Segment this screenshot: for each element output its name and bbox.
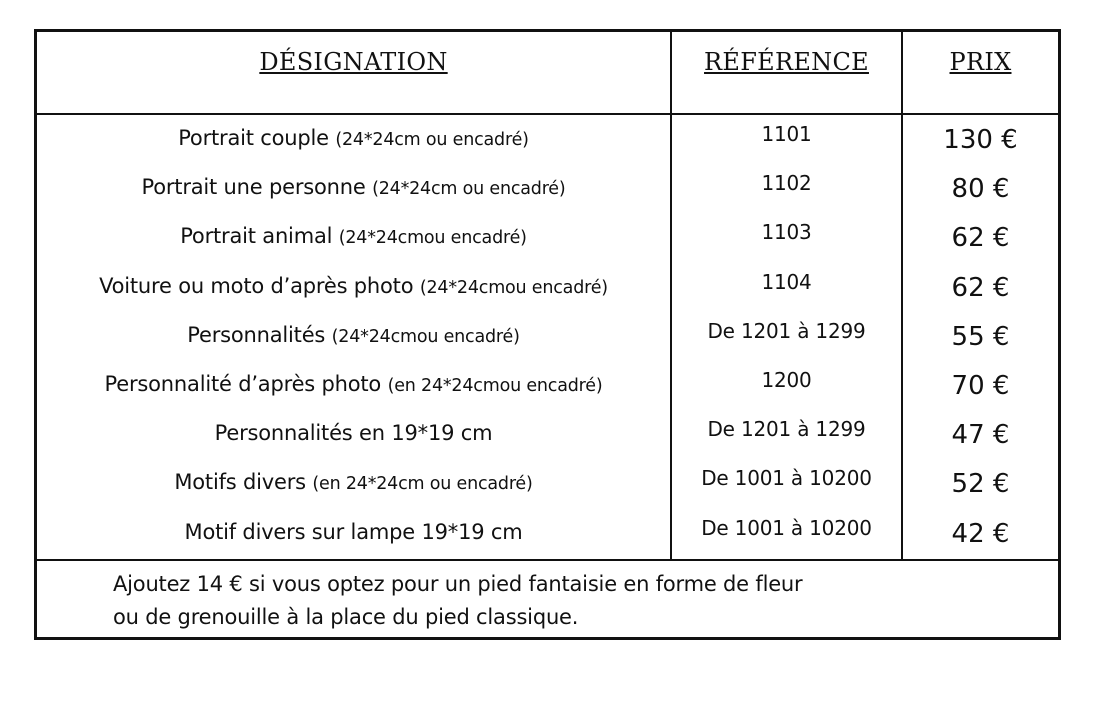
price-cell: 62 €	[951, 223, 1010, 254]
reference-cell: De 1201 à 1299	[707, 417, 866, 442]
designation-cell	[37, 115, 670, 164]
table-row	[37, 312, 1058, 361]
designation-text: Voiture ou moto d’après photo	[99, 273, 420, 298]
reference-cell: 1101	[761, 122, 812, 146]
table-row	[37, 509, 1058, 558]
reference-cell: De 1001 à 10200	[701, 515, 872, 540]
designation-text: Personnalité d’après photo	[104, 371, 388, 396]
price-cell: 55 €	[951, 321, 1010, 352]
footer-divider	[37, 559, 1058, 561]
footnote-line: ou de grenouille à la place du pied classique.	[113, 605, 579, 629]
price-cell: 42 €	[951, 518, 1010, 549]
table-row	[37, 115, 1058, 164]
header-prix: PRIX	[949, 48, 1012, 76]
designation-cell	[37, 312, 670, 361]
reference-cell: De 1001 à 10200	[701, 466, 872, 491]
designation-cell	[37, 213, 670, 262]
designation-note: (24*24cmou encadré)	[419, 277, 608, 298]
footnote-line: Ajoutez 14 € si vous optez pour un pied fantaisie en forme de fleur	[113, 572, 803, 596]
header-reference: RÉFÉRENCE	[704, 48, 869, 76]
header-designation: DÉSIGNATION	[259, 48, 448, 76]
reference-cell: 1102	[761, 171, 812, 196]
price-cell: 52 €	[951, 469, 1010, 500]
designation-text: Portrait couple	[178, 126, 336, 150]
designation-text: Motifs divers	[174, 470, 313, 495]
designation-text: Personnalités	[187, 322, 332, 347]
designation-text: Personnalités en 19*19 cm	[214, 421, 493, 446]
table-row	[37, 361, 1058, 410]
price-cell: 47 €	[951, 420, 1010, 451]
designation-cell	[37, 361, 670, 410]
table-body	[37, 115, 1058, 558]
price-cell: 80 €	[951, 174, 1010, 205]
price-cell: 130 €	[943, 125, 1018, 155]
table-row	[37, 164, 1058, 213]
reference-cell: 1103	[761, 220, 812, 245]
designation-text: Portrait une personne	[141, 175, 373, 200]
designation-cell	[37, 459, 670, 508]
table-row	[37, 213, 1058, 262]
reference-cell: 1200	[761, 367, 812, 392]
reference-cell: 1104	[761, 269, 812, 294]
designation-cell	[37, 263, 670, 312]
designation-note: (24*24cmou encadré)	[338, 228, 527, 249]
designation-text: Portrait animal	[180, 224, 339, 249]
designation-note: (en 24*24cm ou encadré)	[312, 474, 533, 495]
table-row	[37, 263, 1058, 312]
footnote	[113, 568, 1013, 634]
designation-text: Motif divers sur lampe 19*19 cm	[184, 519, 523, 544]
designation-note: (24*24cmou encadré)	[331, 326, 520, 347]
table-row	[37, 459, 1058, 508]
table-row	[37, 410, 1058, 459]
designation-cell	[37, 509, 670, 558]
designation-note: (24*24cm ou encadré)	[372, 179, 566, 200]
designation-note: (24*24cm ou encadré)	[335, 130, 529, 150]
price-cell: 70 €	[951, 370, 1010, 401]
designation-cell	[37, 410, 670, 459]
price-cell: 62 €	[951, 272, 1010, 303]
reference-cell: De 1201 à 1299	[707, 318, 866, 343]
price-table	[34, 29, 1061, 640]
designation-cell	[37, 164, 670, 213]
designation-note: (en 24*24cmou encadré)	[387, 375, 603, 396]
